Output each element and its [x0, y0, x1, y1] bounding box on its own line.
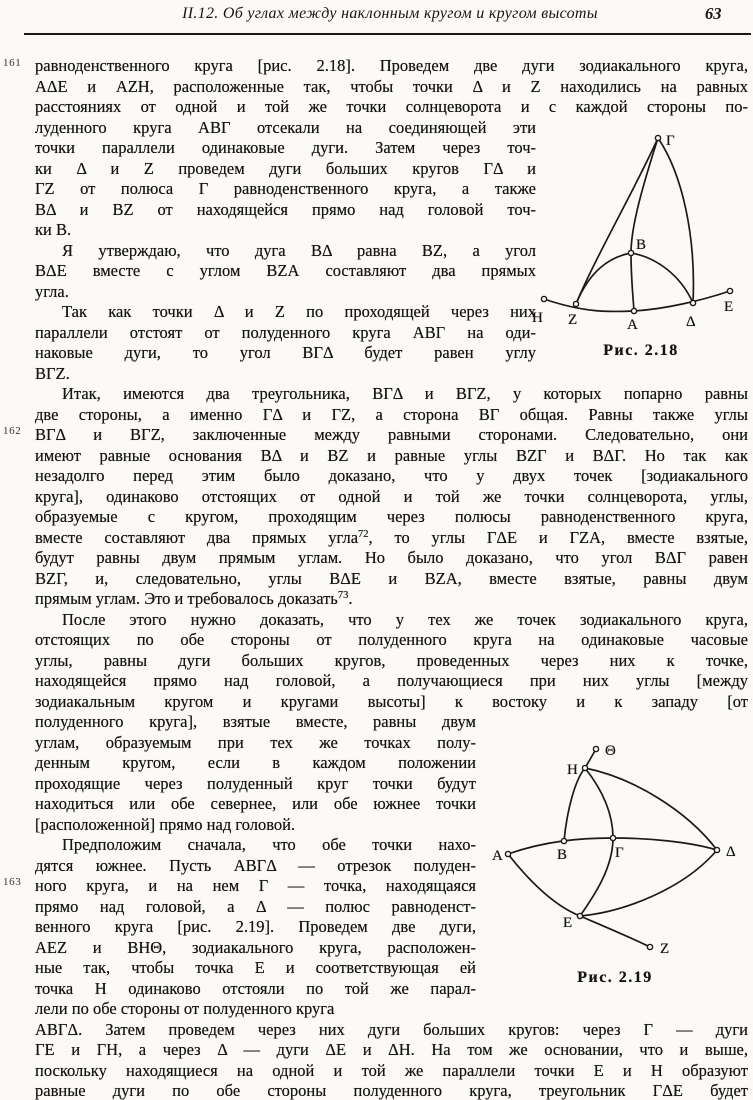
fig218-point-label-delta: Δ	[686, 314, 696, 330]
text-line: зодиакальным кругом и кругами высоты] к востоку и к западу [от	[35, 691, 748, 711]
text-line: ные так, чтобы точка Е и соответствующая ей	[35, 958, 476, 977]
text-line: Предположим сначала, что обе точки нахо-	[62, 835, 476, 854]
text-segment: .	[348, 589, 353, 608]
text-line: образуемые с кругом, проходящим через полюсы равноденственного круга,	[35, 507, 748, 526]
fig218-point-label-h: Н	[532, 310, 543, 326]
fig219-point-label-z: Z	[660, 941, 670, 957]
fig218-point-label-z: Z	[568, 312, 578, 328]
text-line: проходящие через полуденный круг точки будут	[35, 773, 476, 793]
text-line: находиться или обе севернее, или обе южнее точки	[35, 794, 476, 813]
fig219-point-label-theta: Θ	[605, 743, 616, 759]
text-segment: , то углы ГΔЕ и ГZА, вместе взятые,	[368, 527, 748, 547]
margin-line-number: 161	[3, 57, 22, 69]
footnote-ref: 72	[358, 528, 369, 540]
text-line: круга], одинаково отстоящих от одной и той же точки солнцеворота, углы,	[35, 486, 748, 506]
text-line: будут равны двум прямым углам. Но было доказано, что угол ВΔГ равен	[35, 548, 748, 567]
text-line: точки параллели одинаковые дуги. Затем через точ-	[35, 138, 536, 157]
figure-2-18	[525, 130, 753, 353]
section-title: II.12. Об углах между наклонным кругом и кругом высоты	[182, 5, 598, 22]
fig219-point-label-e: Е	[563, 915, 573, 931]
text-line: имеют равные основания ВΔ и ВZ и равные углы ВZГ и ВΔГ. Но так как	[35, 445, 748, 465]
fig218-point-label-a: А	[627, 317, 638, 333]
text-segment: прямым углам. Это и требовалось доказать	[35, 589, 338, 608]
text-line: ВΔ и ВZ от находящейся прямо над головой точ-	[35, 199, 536, 219]
text-line: ВΔЕ вместе с углом ВZА составляют два прямых	[35, 261, 536, 280]
text-line: наковые дуги, то угол ВГΔ будет равен углу	[35, 343, 536, 362]
text-line: [расположенной] прямо над головой.	[35, 814, 296, 834]
text-line: расстояниях от одной и той же точки солнцеворота и с каждой стороны по-	[35, 97, 748, 116]
text-line: После этого нужно доказать, что у тех же точек зодиакального круга,	[62, 609, 748, 629]
text-line: лели по обе стороны от полуденного круга	[35, 999, 335, 1018]
fig219-point-label-h: Н	[567, 762, 578, 778]
text-line: луденного круга АВГ отсекали на соединяющей эти	[35, 117, 536, 137]
text-line: ки В.	[35, 220, 72, 239]
text-line: точка Н одинаково отстояли по той же парал-	[35, 978, 476, 998]
page-number: 63	[705, 4, 722, 23]
fig219-point-label-gamma: Γ	[615, 845, 624, 861]
text-line: АЕZ и ВНΘ, зодиакального круга, расположен-	[35, 937, 476, 957]
text-line: ВГΔ и ВГZ, заключенные между равными сторонами. Следовательно, они	[35, 425, 748, 444]
text-line: поскольку находящиеся на одной и той же параллели точки Е и Н образуют	[35, 1060, 748, 1080]
text-line: угла.	[35, 281, 69, 301]
text-line: ВГZ.	[35, 363, 70, 383]
fig219-point-label-delta: Δ	[726, 844, 736, 860]
figure-caption: Рис. 2.19	[577, 969, 653, 986]
figure-caption: Рис. 2.18	[603, 342, 679, 359]
text-line: углам, образуемым при тех же точках полу-	[35, 732, 476, 752]
text-line: АВГΔ. Затем проведем через них дуги больших кругов: через Г — дуги	[35, 1019, 748, 1039]
text-line: дятся южнее. Пусть АВГΔ — отрезок полуден-	[35, 855, 476, 875]
margin-line-number: 163	[3, 876, 22, 888]
text-line: ного круга, и на нем Г — точка, находящаяся	[35, 876, 476, 895]
fig218-point-label-e: Е	[724, 299, 734, 315]
text-line: равноденственного круга [рис. 2.18]. Проведем две дуги зодиакального круга,	[35, 56, 748, 75]
text-line: ВZГ, и, следовательно, углы ВΔЕ и ВZА, вместе взятые, равны двум	[35, 568, 748, 588]
text-line: равные дуги по обе стороны полуденного круга, треугольник ГΔЕ будет	[35, 1081, 748, 1100]
figure-2-19	[478, 718, 751, 968]
text-line: ки Δ и Z проведем дуги больших кругов ГΔ и	[35, 158, 536, 178]
text-line: Я утверждаю, что дуга ВΔ равна ВZ, а угол	[62, 240, 536, 260]
margin-line-number: 162	[3, 425, 22, 437]
text-line: Так как точки Δ и Z по проходящей через них	[62, 302, 536, 321]
text-line: отстоящих по обе стороны от полуденного круга на одинаковые часовые	[35, 630, 748, 649]
text-line: ГZ от полюса Г равноденственного круга, а также	[35, 179, 536, 198]
text-line: венного круга [рис. 2.19]. Проведем две дуги,	[35, 917, 476, 936]
text-line: находящейся прямо над головой, а получающиеся при них углы [между	[35, 671, 748, 690]
text-line: прямо над головой, а Δ — полюс равноденст-	[35, 896, 476, 916]
text-line: полуденного круга], взятые вместе, равны двум	[35, 712, 476, 731]
text-segment: вместе составляют два прямых угла	[35, 527, 359, 547]
fig219-point-label-a: А	[492, 848, 503, 864]
text-line: Итак, имеются два треугольника, ВГΔ и ВГZ, у которых попарно равны	[62, 384, 748, 403]
text-line: АΔЕ и АZН, расположенные так, чтобы точки Δ и Z находились на равных	[35, 76, 748, 96]
fig218-point-label-b: В	[636, 237, 647, 253]
text-line	[35, 528, 748, 549]
text-line: незадолго перед этим было доказано, что у двух точек [зодиакального	[35, 466, 748, 485]
text-line: углы, равны дуги больших кругов, проведенных через них к точке,	[35, 650, 748, 670]
text-line: ГЕ и ГН, а через Δ — дуги ΔЕ и ΔН. На том же основании, что и выше,	[35, 1040, 748, 1059]
header-rule	[24, 33, 751, 35]
text-line: параллели отстоят от полуденного круга АВГ на оди-	[35, 322, 536, 342]
fig218-point-label-gamma: Γ	[666, 133, 675, 149]
footnote-ref: 73	[337, 590, 349, 601]
text-line: две стороны, а именно ГΔ и ГZ, а сторона ВГ общая. Равны также углы	[35, 404, 748, 424]
text-line: денным кругом, если в каждом положении	[35, 753, 476, 772]
text-line	[35, 589, 748, 610]
fig219-point-label-b: В	[557, 847, 568, 863]
